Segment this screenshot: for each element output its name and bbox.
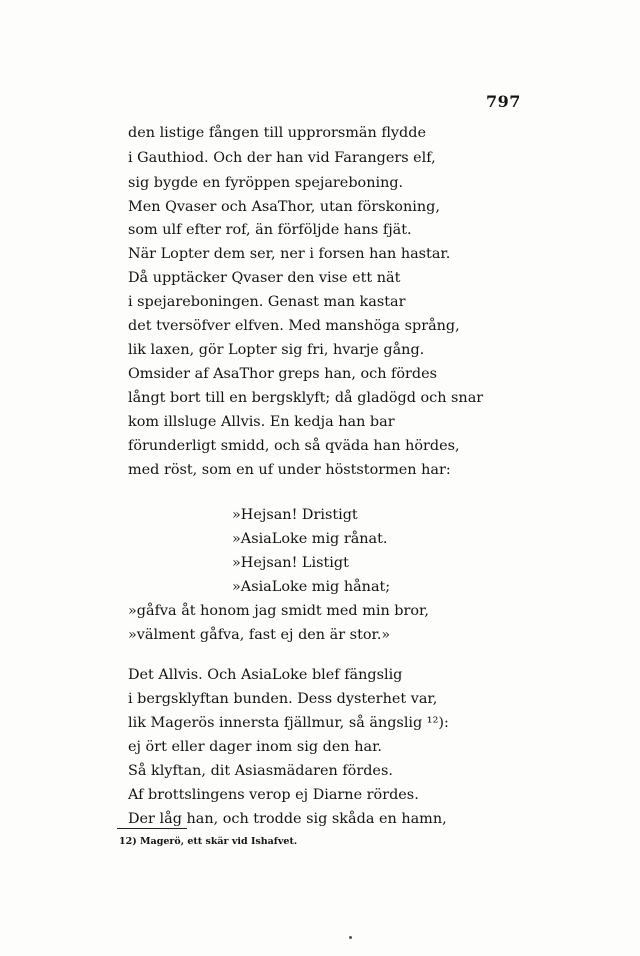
song-line: »AsiaLoke mig hånat;	[232, 579, 391, 595]
verse-line: Af brottslingens verop ej Diarne rördes.	[128, 787, 419, 803]
footnote-divider	[117, 828, 187, 829]
verse-line: Der låg han, och trodde sig skåda en hamn,	[128, 811, 447, 827]
verse-line: Omsider af AsaThor greps han, och fördes	[128, 366, 438, 382]
verse-line: som ulf efter rof, än förföljde hans fjät.	[128, 222, 412, 238]
footnote: 12) Magerö, ett skär vid Ishafvet.	[119, 836, 298, 847]
verse-line: kom illsluge Allvis. En kedja han bar	[128, 414, 395, 430]
verse-line: Då upptäcker Qvaser den vise ett nät	[128, 270, 401, 286]
song-line: »gåfva åt honom jag smidt med min bror,	[128, 603, 429, 619]
verse-line: i bergsklyftan bunden. Dess dysterhet var,	[128, 691, 438, 707]
verse-line: lik Magerös innersta fjällmur, så ängslig ¹²):	[128, 715, 449, 731]
verse-line: det tversöfver elfven. Med manshöga språng,	[128, 318, 460, 334]
verse-line: med röst, som en uf under höststormen har:	[128, 462, 451, 478]
song-line: »AsiaLoke mig rånat.	[232, 531, 388, 547]
verse-line: Men Qvaser och AsaThor, utan förskoning,	[128, 199, 440, 215]
verse-line: sig bygde en fyröppen spejareboning.	[128, 175, 404, 191]
verse-line: ej ört eller dager inom sig den har.	[128, 739, 382, 755]
verse-line: långt bort till en bergsklyft; då gladögd och snar	[128, 390, 484, 406]
printer-mark	[349, 936, 352, 939]
verse-line: lik laxen, gör Lopter sig fri, hvarje gång.	[128, 342, 425, 358]
page-number: 797	[486, 92, 521, 111]
song-line: »välment gåfva, fast ej den är stor.»	[128, 627, 391, 643]
verse-line: Det Allvis. Och AsiaLoke blef fängslig	[128, 667, 403, 683]
song-line: »Hejsan! Listigt	[232, 555, 349, 571]
verse-line: förunderligt smidd, och så qväda han hördes,	[128, 438, 460, 454]
song-line: »Hejsan! Dristigt	[232, 507, 358, 523]
verse-line: Så klyftan, dit Asiasmädaren fördes.	[128, 763, 393, 779]
verse-line: i spejareboningen. Genast man kastar	[128, 294, 406, 310]
verse-line: När Lopter dem ser, ner i forsen han hastar.	[128, 246, 451, 262]
verse-line: i Gauthiod. Och der han vid Farangers elf,	[128, 150, 436, 166]
verse-line: den listige fången till upprorsmän flydde	[128, 125, 426, 141]
